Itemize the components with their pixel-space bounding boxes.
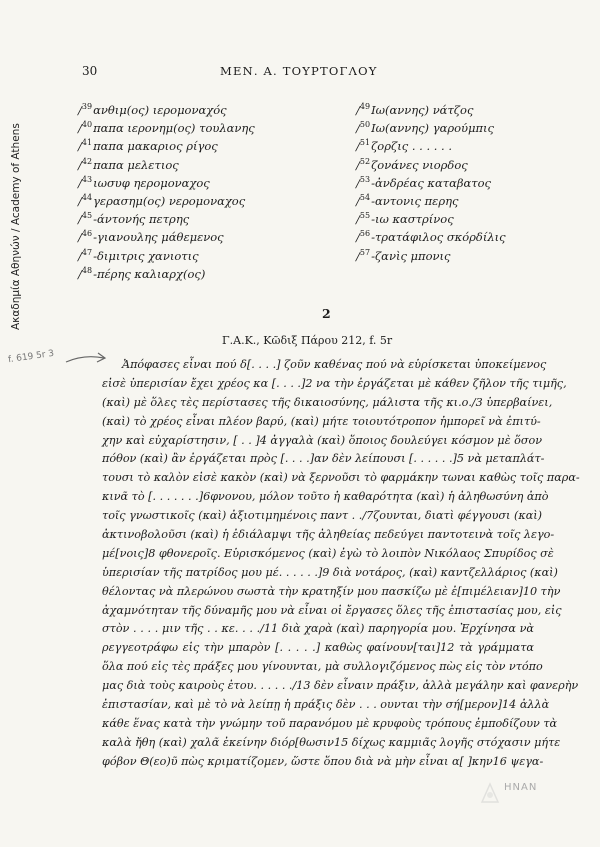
- roster-entry: [78, 262, 318, 280]
- roster-entry: [78, 116, 318, 134]
- line-marker: /: [356, 193, 360, 208]
- body-line: φόβον Θ(εο)ῦ πὼς κριματίζομεν, ὥστε ὅπου διὰ νὰ μὴν εἶναι α[ ]κην16 ψεγα-: [102, 754, 544, 768]
- line-marker: /: [78, 230, 82, 245]
- line-number: 57: [359, 247, 371, 257]
- roster-entry: [78, 244, 318, 262]
- line-marker: /: [356, 248, 360, 263]
- person-name: γερασημ(ος) νερομοναχος: [93, 193, 246, 208]
- body-line: μας διὰ τοὺς καιροὺς ἐτου. . . . . ./13 δὲν εἶναιν πράξιν, ἀλλὰ μεγάλην καὶ φανερὴν: [102, 679, 579, 693]
- roster-left-column: [78, 98, 318, 280]
- roster-entry: [356, 153, 536, 171]
- line-marker: /: [78, 102, 82, 117]
- body-line: πόθον (καὶ) ἂν ἐργάζεται πρὸς [. . . .]αν δὲν λείπουσι [. . . . . .]5 νὰ μεταπλάτ-: [102, 452, 545, 466]
- person-name: Ιω(αννης) γαρούμπις: [371, 121, 494, 136]
- roster-entry: [356, 207, 536, 225]
- handwritten-margin-note: f. 619 5r 3: [7, 348, 55, 366]
- line-marker: /: [356, 139, 360, 154]
- line-number: 56: [359, 229, 371, 239]
- person-name: ανθιμ(ος) ιερομοναχός: [93, 102, 227, 117]
- body-line: ὑπερισίαν τῆς πατρίδος μου μέ. . . . . .]9 διὰ νοτάρος, (καὶ) καντζελλάριος (καὶ): [102, 565, 558, 579]
- line-number: 49: [359, 102, 371, 111]
- watermark-text: HNAN: [504, 782, 538, 793]
- roster-entry: [356, 171, 536, 189]
- line-marker: /: [78, 121, 82, 136]
- roster-entry: [356, 98, 536, 116]
- line-number: 48: [81, 265, 93, 275]
- roster-entry: [78, 171, 318, 189]
- roster-entry: [356, 189, 536, 207]
- roster-entry: [356, 244, 536, 262]
- line-marker: /: [78, 175, 82, 190]
- body-line: χην καὶ εὐχαρίστησιν, [ . . ]4 ἀγγαλὰ (καὶ) ὅποιος δουλεύγει κόσμον μὲ ὅσον: [102, 433, 543, 447]
- line-marker: /: [78, 266, 82, 281]
- person-name: -τρατάφιλος σκόρδίλις: [371, 230, 506, 245]
- person-name: -ζανὶς μπονις: [371, 248, 451, 263]
- line-number: 51: [359, 138, 371, 148]
- line-marker: /: [78, 139, 82, 154]
- document-body: [102, 356, 580, 772]
- line-number: 53: [359, 174, 371, 184]
- person-name: παπα ιερονημ(ος) τουλανης: [93, 121, 255, 136]
- line-number: 52: [359, 156, 371, 166]
- line-number: 39: [81, 102, 93, 111]
- person-name: -γιανουλης μάθεμενος: [93, 230, 224, 245]
- roster-right-column: [356, 98, 536, 262]
- line-number: 46: [81, 229, 93, 239]
- line-number: 47: [81, 247, 93, 257]
- roster-entry: [78, 225, 318, 243]
- line-marker: /: [356, 157, 360, 172]
- line-marker: /: [356, 211, 360, 226]
- line-number: 50: [359, 120, 371, 130]
- body-line: ὅλα πού εἰς τὲς πράξες μου γίνουνται, μὰ συλλογιζόμενος πὼς εἰς τὸν ντόπο: [102, 660, 543, 674]
- roster-entry: [78, 134, 318, 152]
- archive-side-label: Ακαδημία Αθηνών / Academy of Athens: [10, 123, 22, 330]
- line-number: 42: [81, 156, 93, 166]
- body-line: τοῖς γνωστικοῖς (καὶ) ἀξιοτιμημένοις παντ . ./7ζουνται, διατὶ φέγγουσι (καὶ): [102, 509, 542, 523]
- roster-entry: [78, 98, 318, 116]
- line-marker: /: [356, 102, 360, 117]
- running-title: ΜΕΝ. Α. ΤΟΥΡΤΟΓΛΟΥ: [220, 64, 378, 78]
- person-name: ιωσυφ ηερομοναχος: [93, 175, 210, 190]
- body-line: ἀκτινοβολοῦσι (καὶ) ἡ ἐδιάλαμψι τῆς ἀληθείας πεδεύγει παντοτεινὰ τοῖς λεγο-: [102, 528, 555, 542]
- line-marker: /: [356, 175, 360, 190]
- line-marker: /: [356, 230, 360, 245]
- line-number: 55: [359, 211, 371, 221]
- line-number: 44: [81, 192, 93, 202]
- line-marker: /: [78, 193, 82, 208]
- body-line: ἀχαμνότηταν τῆς δύναμῆς μου νὰ εἶναι οἱ ἔργασες ὅλες τῆς ἐπιστασίας μου, εἰς: [102, 603, 562, 617]
- roster-entry: [356, 134, 536, 152]
- roster-entry: [356, 225, 536, 243]
- person-name: -ἀνδρέας καταβατος: [371, 175, 491, 190]
- person-name: -άντονής πετρης: [93, 211, 190, 226]
- person-name: Ιω(αννης) νάτζος: [371, 102, 474, 117]
- body-line: μέ[νοις]8 φθονεροῖς. Εὑρισκόμενος (καὶ) ἐγὼ τὸ λοιπὸν Νικόλαος Σπυρίδος σὲ: [102, 546, 554, 560]
- body-line: κινᾶ τὸ [. . . . . . .]6φνονου, μόλον τοῦτο ἡ καθαρότητα (καὶ) ἡ ἀληθωσύνη ἀπὸ: [102, 490, 549, 504]
- source-reference: Γ.Α.Κ., Κῶδιξ Πάρου 212, f. 5r: [222, 334, 393, 347]
- body-line: ρεγγεοτράφω εἰς τὴν μπαρὸν [. . . . .] καθὼς φαίνουν[ται]12 τὰ γράμματα: [102, 641, 534, 655]
- body-line: τουσι τὸ καλὸν εἰσὲ κακὸν (καὶ) νὰ ξερνοῦσι τὸ φαρμάκην τωναι καθὼς τοῖς παρα-: [102, 471, 580, 485]
- person-name: ζορζις . . . . . .: [371, 139, 453, 154]
- line-number: 45: [81, 211, 93, 221]
- line-marker: /: [356, 121, 360, 136]
- person-name: -αντονις περης: [371, 193, 459, 208]
- roster-entry: [78, 153, 318, 171]
- body-line: εἰσὲ ὑπερισίαν ἔχει χρέος κα [. . . .]2 να τὴν ἐργάζεται μὲ κάθεν ζῆλον τῆς τιμῆς,: [102, 376, 567, 390]
- person-name: παπα μελετιος: [93, 157, 179, 172]
- body-line: (καὶ) τὸ χρέος εἶναι πλέον βαρύ, (καὶ) μήτε τοιουτότροπον ἠμπορεῖ νὰ ἐπιτύ-: [102, 414, 541, 428]
- line-number: 43: [81, 174, 93, 184]
- page-number: 30: [82, 64, 98, 78]
- roster-entry: [78, 207, 318, 225]
- person-name: -πέρης καλιαρχ(ος): [93, 266, 206, 281]
- body-line: στὸν . . . . μιν τῆς . . κε. . . ./11 διὰ χαρὰ (καὶ) παρηγορία μου. Ἐρχίνησα νὰ: [102, 622, 534, 636]
- person-name: -διμιτρις χανιοτις: [93, 248, 199, 263]
- line-number: 40: [81, 120, 93, 130]
- person-name: ζονάνες νιορδος: [371, 157, 468, 172]
- body-line: (καὶ) μὲ ὅλες τὲς περίστασες τῆς δικαιοσύνης, μάλιστα τῆς κι.ο./3 ὑπερβαίνει,: [102, 395, 553, 409]
- body-line: θέλοντας νὰ πλερώνου σωστὰ τὴν κρατηξίν μου πασκίζω μὲ ἐ[πιμέλειαν]10 τὴν: [102, 584, 561, 598]
- body-line: κάθε ἕνας κατὰ τὴν γνώμην τοῦ παρανόμου μὲ κρυφοὺς τρόπους ἐμποδίζουν τὰ: [102, 716, 558, 730]
- document-number: 2: [322, 306, 331, 321]
- roster-entry: [356, 116, 536, 134]
- roster-entry: [78, 189, 318, 207]
- body-line: Ἀπόφασες εἶναι πού δ[. . . .] ζοῦν καθένας πού νὰ εὑρίσκεται ὑποκείμενος: [122, 358, 547, 371]
- body-line: καλὰ ἤθη (καὶ) χαλᾶ ἐκείνην διόρ[θωσιν15 δίχως καμμιᾶς λογῆς στόχασιν μήτε: [102, 735, 561, 749]
- line-number: 54: [359, 192, 371, 202]
- person-name: παπα μακαριος ρίγος: [93, 139, 218, 154]
- line-marker: /: [78, 248, 82, 263]
- person-name: -ιω καστρίνος: [371, 211, 454, 226]
- body-line: ἐπιστασίαν, καὶ μὲ τὸ νὰ λείπῃ ἡ πράξις δὲν . . . ουνται τὴν σή[μερον]14 ἀλλὰ: [102, 698, 550, 712]
- line-marker: /: [78, 157, 82, 172]
- line-marker: /: [78, 211, 82, 226]
- line-number: 41: [81, 138, 93, 148]
